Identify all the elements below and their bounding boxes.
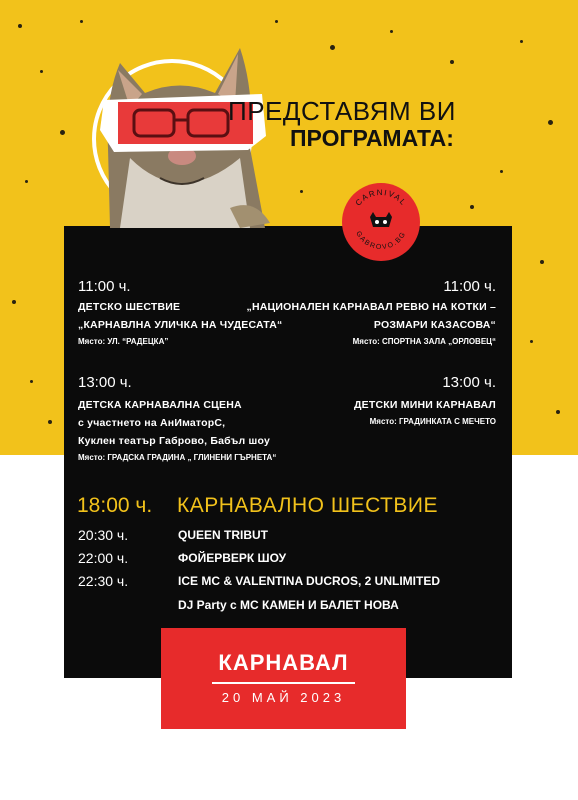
event-cat-show xyxy=(240,278,496,346)
event-title-line: с участнето на АнИматорС, xyxy=(78,417,226,429)
event-title-line: Куклен театър Габрово, Бабъл шоу xyxy=(78,435,270,447)
headline-line-2: ПРОГРАМАТА: xyxy=(290,125,454,151)
event-time: 11:00 ч. xyxy=(78,278,131,295)
carnival-gabrovo-logo xyxy=(342,183,420,261)
carnival-date-box xyxy=(161,628,406,729)
event-title-line: „НАЦИОНАЛЕН КАРНАВАЛ РЕВЮ НА КОТКИ – xyxy=(246,301,496,313)
event-title-line: РОЗМАРИ КАЗАСОВА“ xyxy=(373,319,496,331)
footer-date: 20 МАЙ 2023 xyxy=(221,689,346,705)
schedule-time: 20:30 ч. xyxy=(78,527,129,543)
footer-title: КАРНАВАЛ xyxy=(218,650,349,675)
logo-top-text: CARNIVAL xyxy=(353,187,409,208)
logo-bottom-text: GABROVO.BG xyxy=(354,230,408,252)
event-title-line: „КАРНАВЛНА УЛИЧКА НА ЧУДЕСАТА“ xyxy=(78,319,283,331)
event-title-line: ДЕТСКИ МИНИ КАРНАВАЛ xyxy=(354,399,496,411)
footer-divider xyxy=(212,682,355,684)
event-kids-stage xyxy=(78,374,276,462)
event-place: Място: ГРАДИНКАТА С МЕЧЕТО xyxy=(369,417,496,426)
event-place: Място: ГРАДСКА ГРАДИНА „ ГЛИНЕНИ ГЪРНЕТА“ xyxy=(78,453,277,462)
event-time: 13:00 ч. xyxy=(78,374,132,391)
schedule-text: QUEEN TRIBUT xyxy=(178,528,268,542)
headline-line-1: ПРЕДСТАВЯМ ВИ xyxy=(228,96,456,126)
schedule-time: 22:00 ч. xyxy=(78,550,129,566)
schedule-text: ICE MC & VALENTINA DUCROS, 2 UNLIMITED xyxy=(178,574,441,588)
main-event-title: КАРНАВАЛНО ШЕСТВИЕ xyxy=(177,494,438,517)
event-place: Място: УЛ. “РАДЕЦКА” xyxy=(78,337,169,346)
event-time: 13:00 ч. xyxy=(442,374,496,391)
event-title-line: ДЕТСКО ШЕСТВИЕ xyxy=(78,301,181,313)
headline xyxy=(228,96,488,152)
schedule-time: 22:30 ч. xyxy=(78,573,129,589)
event-place: Място: СПОРТНА ЗАЛА „ОРЛОВЕЦ“ xyxy=(352,337,496,346)
event-mini-carnival xyxy=(300,374,496,426)
cat-face-icon xyxy=(370,217,392,227)
event-time: 11:00 ч. xyxy=(443,278,496,295)
schedule-text: ФОЙЕРВЕРК ШОУ xyxy=(178,551,287,565)
schedule-text: DJ Party с МС КАМЕН И БАЛЕТ НОВА xyxy=(178,598,399,612)
event-title-line: ДЕТСКА КАРНАВАЛНА СЦЕНА xyxy=(78,399,242,411)
main-event-time: 18:00 ч. xyxy=(77,494,153,517)
